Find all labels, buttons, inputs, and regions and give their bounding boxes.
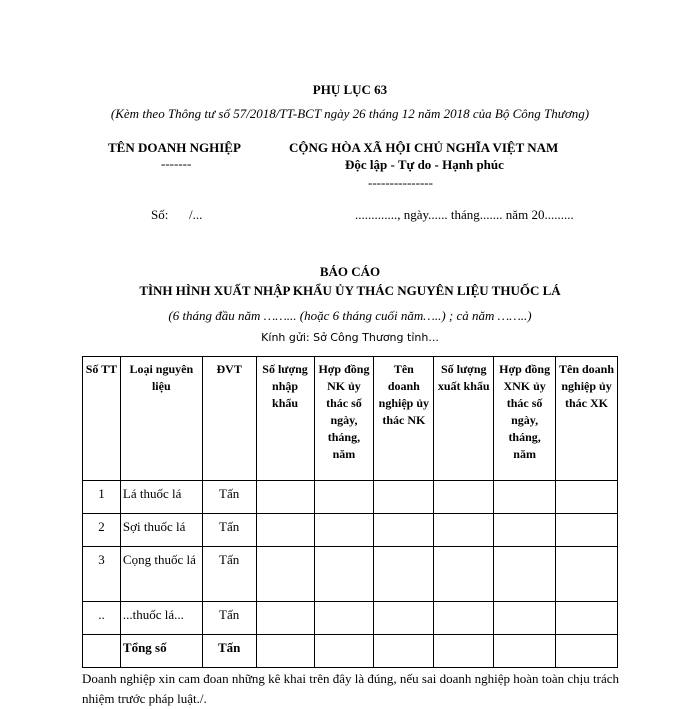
national-motto: Độc lập - Tự do - Hạnh phúc — [345, 157, 504, 172]
row-stt: .. — [83, 602, 121, 635]
company-name: TÊN DOANH NGHIỆP — [108, 140, 241, 155]
row-unit: Tấn — [202, 602, 256, 635]
motto-divider: --------------- — [368, 175, 433, 190]
report-subject: TÌNH HÌNH XUẤT NHẬP KHẨU ỦY THÁC NGUYÊN LIỆU THUỐC LÁ — [139, 283, 561, 298]
row-unit: Tấn — [202, 635, 256, 668]
row-unit: Tấn — [202, 481, 256, 514]
column-header-import-quantity: Số lượng nhập khẩu — [256, 357, 314, 481]
cell-import-quantity[interactable] — [256, 635, 314, 668]
table-total-row — [83, 635, 618, 668]
row-material: ...thuốc lá... — [120, 602, 202, 635]
row-stt: 2 — [83, 514, 121, 547]
company-divider: ------- — [161, 156, 192, 171]
cell-import-quantity[interactable] — [256, 602, 314, 635]
cell-import-contract[interactable] — [314, 481, 374, 514]
declaration-text: Doanh nghiệp xin cam đoan những kê khai trên đây là đúng, nếu sai doanh nghiệp hoàn toàn chịu trách nhiệm trước pháp luật./. — [82, 671, 620, 706]
row-unit: Tấn — [202, 514, 256, 547]
cell-import-quantity[interactable] — [256, 514, 314, 547]
appendix-title: PHỤ LỤC 63 — [312, 82, 388, 97]
cell-export-contract[interactable] — [494, 481, 556, 514]
cell-export-company[interactable] — [556, 602, 618, 635]
row-stt — [83, 635, 121, 668]
table-row — [83, 547, 618, 602]
column-header-export-company: Tên doanh nghiệp ủy thác XK — [556, 357, 618, 481]
table-row — [83, 602, 618, 635]
cell-import-quantity[interactable] — [256, 547, 314, 602]
row-stt: 1 — [83, 481, 121, 514]
cell-import-company[interactable] — [374, 635, 434, 668]
cell-export-company[interactable] — [556, 514, 618, 547]
document-number-label: Số: — [151, 207, 169, 222]
cell-import-contract[interactable] — [314, 635, 374, 668]
column-header-material: Loại nguyên liệu — [120, 357, 202, 481]
nation-title: CỘNG HÒA XÃ HỘI CHỦ NGHĨA VIỆT NAM — [289, 140, 559, 155]
cell-import-company[interactable] — [374, 514, 434, 547]
cell-import-company[interactable] — [374, 481, 434, 514]
cell-export-company[interactable] — [556, 481, 618, 514]
row-material: Sợi thuốc lá — [120, 514, 202, 547]
column-header-import-contract: Hợp đồng NK ủy thác số ngày, tháng, năm — [314, 357, 374, 481]
row-unit: Tấn — [202, 547, 256, 602]
cell-export-quantity[interactable] — [434, 602, 494, 635]
report-period: (6 tháng đầu năm ……... (hoặc 6 tháng cuối năm…..) ; cả năm ……..) — [168, 308, 532, 323]
cell-import-contract[interactable] — [314, 514, 374, 547]
column-header-stt: Số TT — [83, 357, 121, 481]
table-row — [83, 514, 618, 547]
cell-export-contract[interactable] — [494, 514, 556, 547]
row-stt: 3 — [83, 547, 121, 602]
row-material: Lá thuốc lá — [120, 481, 202, 514]
cell-import-company[interactable] — [374, 602, 434, 635]
column-header-unit: ĐVT — [202, 357, 256, 481]
cell-import-quantity[interactable] — [256, 481, 314, 514]
cell-export-company[interactable] — [556, 547, 618, 602]
document-number-value: /... — [189, 207, 203, 222]
cell-export-quantity[interactable] — [434, 514, 494, 547]
cell-export-quantity[interactable] — [434, 481, 494, 514]
cell-import-company[interactable] — [374, 547, 434, 602]
cell-import-contract[interactable] — [314, 602, 374, 635]
cell-export-contract[interactable] — [494, 602, 556, 635]
recipient-line: Kính gửi: Sở Công Thương tỉnh... — [261, 331, 439, 344]
report-title: BÁO CÁO — [319, 264, 381, 279]
row-material: Cọng thuốc lá — [120, 547, 202, 602]
report-table — [82, 356, 618, 668]
cell-export-contract[interactable] — [494, 547, 556, 602]
column-header-import-company: Tên doanh nghiệp ủy thác NK — [374, 357, 434, 481]
cell-export-quantity[interactable] — [434, 635, 494, 668]
row-total-label: Tổng số — [120, 635, 202, 668]
column-header-export-contract: Hợp đồng XNK ủy thác số ngày, tháng, năm — [494, 357, 556, 481]
table-row — [83, 481, 618, 514]
cell-import-contract[interactable] — [314, 547, 374, 602]
date-line: ............., ngày...... tháng....... năm 20......... — [355, 207, 574, 222]
cell-export-quantity[interactable] — [434, 547, 494, 602]
column-header-export-quantity: Số lượng xuất khẩu — [434, 357, 494, 481]
appendix-subtitle: (Kèm theo Thông tư số 57/2018/TT-BCT ngày 26 tháng 12 năm 2018 của Bộ Công Thương) — [110, 106, 590, 121]
cell-export-company[interactable] — [556, 635, 618, 668]
table-header-row — [83, 357, 618, 481]
cell-export-contract[interactable] — [494, 635, 556, 668]
